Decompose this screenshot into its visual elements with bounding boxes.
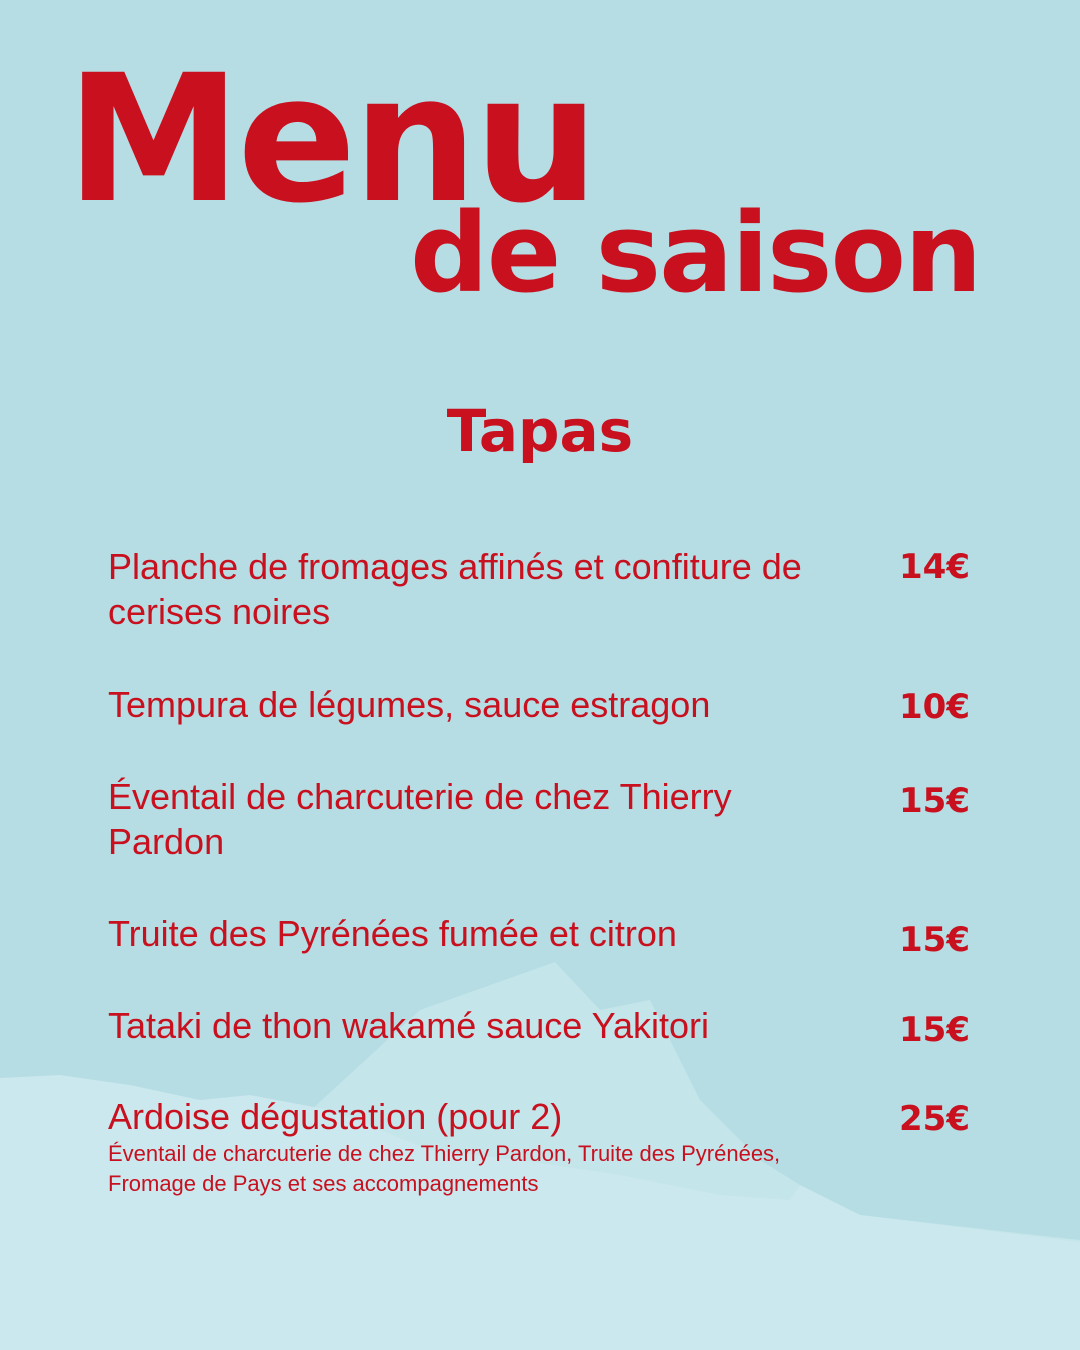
menu-item-name: Tataki de thon wakamé sauce Yakitori (108, 1005, 709, 1046)
menu-item-price: 15€ (899, 781, 970, 821)
menu-item-description (108, 1139, 808, 1199)
menu-item-price: 15€ (899, 920, 970, 960)
menu-item (108, 1094, 978, 1199)
menu-item-description-line: Éventail de charcuterie de chez Thierry Pardon, Truite des Pyrénées, (108, 1141, 781, 1166)
menu-item-price: 15€ (899, 1010, 970, 1050)
menu-item-price: 25€ (899, 1099, 970, 1139)
menu-item-name: Tempura de légumes, sauce estragon (108, 684, 711, 725)
menu-item-name: Éventail de charcuterie de chez Thierry Pardon (108, 776, 732, 862)
menu-item-name: Truite des Pyrénées fumée et citron (108, 913, 677, 954)
menu-item-price: 10€ (899, 687, 970, 727)
section-title-tapas: Tapas (446, 397, 634, 465)
menu-item (108, 911, 978, 960)
menu-item-description-line: Fromage de Pays et ses accompagnements (108, 1171, 539, 1196)
menu-item (108, 774, 978, 864)
menu-item (108, 1003, 978, 1048)
menu-item-name: Ardoise dégustation (pour 2) (108, 1096, 563, 1137)
menu-title: Menu (66, 37, 596, 242)
menu-item-name: Planche de fromages affinés et confiture de cerises noires (108, 546, 802, 632)
menu-item (108, 544, 978, 634)
menu-subtitle: de saison (410, 189, 981, 317)
menu-item-price: 14€ (899, 547, 970, 587)
menu-item (108, 682, 978, 727)
